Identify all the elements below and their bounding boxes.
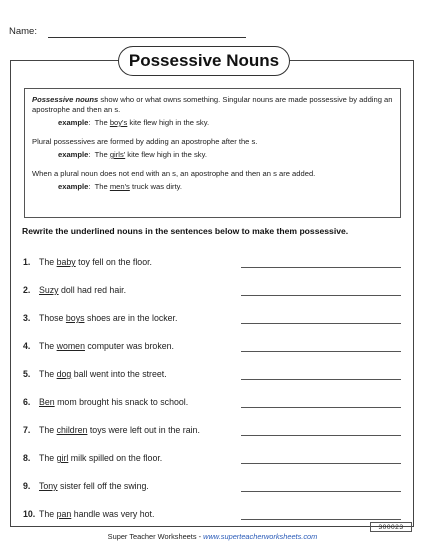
exercise-item: 1. The baby toy fell on the floor. [23, 257, 403, 269]
exercise-item: 9. Tony sister fell off the swing. [23, 481, 403, 493]
exercise-item: 8. The girl milk spilled on the floor. [23, 453, 403, 465]
answer-line[interactable] [241, 323, 401, 324]
answer-line[interactable] [241, 463, 401, 464]
worksheet-code: 300023 [370, 522, 412, 532]
irregular-rule: When a plural noun does not end with an s, an apostrophe and then an s are added. [32, 169, 316, 178]
example-1: example: The boy's kite flew high in the sky. [58, 118, 210, 127]
answer-line[interactable] [241, 435, 401, 436]
exercise-item: 5. The dog ball went into the street. [23, 369, 403, 381]
answer-line[interactable] [241, 267, 401, 268]
name-label: Name: [9, 26, 37, 37]
answer-line[interactable] [241, 379, 401, 380]
page-title: Possessive Nouns [118, 46, 290, 76]
footer-url[interactable]: www.superteacherworksheets.com [203, 532, 318, 541]
answer-line[interactable] [241, 295, 401, 296]
exercise-item: 4. The women computer was broken. [23, 341, 403, 353]
exercise-item: 10. The pan handle was very hot. [23, 509, 403, 521]
exercise-item: 7. The children toys were left out in the rain. [23, 425, 403, 437]
exercise-item: 3. Those boys shoes are in the locker. [23, 313, 403, 325]
instruction-text: Rewrite the underlined nouns in the sentences below to make them possessive. [22, 226, 349, 236]
footer-text: Super Teacher Worksheets - [107, 532, 204, 541]
exercise-item: 6. Ben mom brought his snack to school. [23, 397, 403, 409]
example-3: example: The men's truck was dirty. [58, 182, 183, 191]
answer-line[interactable] [241, 351, 401, 352]
answer-line[interactable] [241, 407, 401, 408]
name-line[interactable] [48, 37, 246, 38]
example-2: example: The girls' kite flew high in the sky. [58, 150, 207, 159]
exercise-item: 2. Suzy doll had red hair. [23, 285, 403, 297]
footer [0, 532, 425, 541]
answer-line[interactable] [241, 519, 401, 520]
intro-text: Possessive nouns show who or what owns something. Singular nouns are made possessive by adding an apostrophe and then an s. [32, 95, 393, 114]
answer-line[interactable] [241, 491, 401, 492]
definition-box [24, 88, 401, 218]
plural-rule: Plural possessives are formed by adding an apostrophe after the s. [32, 137, 258, 146]
